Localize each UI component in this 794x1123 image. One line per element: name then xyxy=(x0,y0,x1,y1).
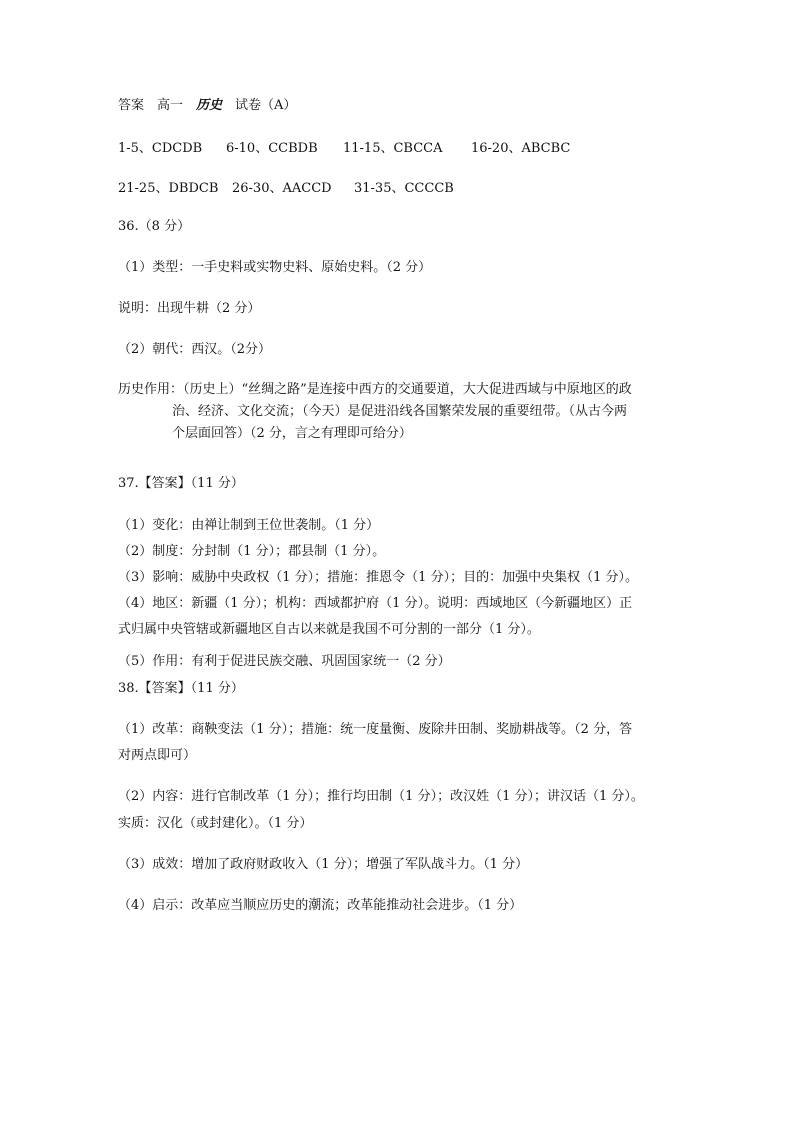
q37-answer-2: （2）制度：分封制（1 分）；郡县制（1 分）。 xyxy=(118,544,386,559)
title-subject: 历史 xyxy=(196,98,223,113)
q36-answer-2: （2）朝代：西汉。（2分） xyxy=(118,342,272,357)
q38-answer-3: （3）成效：增加了政府财政收入（1 分）；增强了军队战斗力。（1 分） xyxy=(118,857,529,872)
q36-role-line-1: 历史作用：（历史上）“丝绸之路”是连接中西方的交通要道，大大促进西域与中原地区的政 xyxy=(118,382,632,397)
mc-answer: 31-35、CCCCB xyxy=(354,181,454,196)
q36-historical-role xyxy=(118,379,678,445)
mc-answer: 6-10、CCBDB xyxy=(226,141,318,156)
q36-role-line-3: 个层面回答）（2 分，言之有理即可给分） xyxy=(172,426,412,441)
q38-answer-1-line-2: 对两点即可） xyxy=(118,748,197,763)
q36-heading: 36.（8 分） xyxy=(118,219,191,234)
q37-answer-4-line-1: （4）地区：新疆（1 分）；机构：西域都护府（1 分）。说明：西域地区（今新疆地区）正 xyxy=(118,596,633,611)
q38-answer-1-line-1: （1）改革：商鞅变法（1 分）；措施：统一度量衡、废除井田制、奖励耕战等。（2 分，答 xyxy=(118,722,633,737)
mc-answer: 1-5、CDCDB xyxy=(118,141,203,156)
q38-answer-2-line-1: （2）内容：进行官制改革（1 分）；推行均田制（1 分）；改汉姓（1 分）；讲汉话（1 分）。 xyxy=(118,789,644,804)
q38-answer-4: （4）启示：改革应当顺应历史的潮流；改革能推动社会进步。（1 分） xyxy=(118,898,523,913)
q37-answer-5: （5）作用：有利于促进民族交融、巩固国家统一（2 分） xyxy=(118,654,451,669)
page-title xyxy=(118,96,296,116)
title-suffix: 试卷（A） xyxy=(222,98,297,113)
mc-answer: 26-30、AACCD xyxy=(232,181,332,196)
q37-answer-1: （1）变化：由禅让制到王位世袭制。（1 分） xyxy=(118,518,380,533)
q37-heading: 37.【答案】（11 分） xyxy=(118,476,244,491)
q36-role-line-2: 治、经济、文化交流；（今天）是促进沿线各国繁荣发展的重要纽带。（从古今两 xyxy=(172,404,628,419)
q37-answer-4-line-2: 式归属中央管辖或新疆地区自古以来就是我国不可分割的一部分（1 分）。 xyxy=(118,622,540,637)
mc-answer: 16-20、ABCBC xyxy=(471,141,571,156)
q38-heading: 38.【答案】（11 分） xyxy=(118,681,244,696)
title-prefix: 答案 高一 xyxy=(118,98,197,113)
q38-answer-2-line-2: 实质：汉化（或封建化）。（1 分） xyxy=(118,816,313,831)
q36-answer-1: （1）类型：一手史料或实物史料、原始史料。（2 分） xyxy=(118,260,432,275)
q37-answer-3: （3）影响：威胁中央政权（1 分）；措施：推恩令（1 分）；目的：加强中央集权（1 分）。 xyxy=(118,570,638,585)
mc-answer: 21-25、DBDCB xyxy=(118,181,219,196)
q36-explanation: 说明：出现牛耕（2 分） xyxy=(118,301,261,316)
mc-answer: 11-15、CBCCA xyxy=(343,141,443,156)
